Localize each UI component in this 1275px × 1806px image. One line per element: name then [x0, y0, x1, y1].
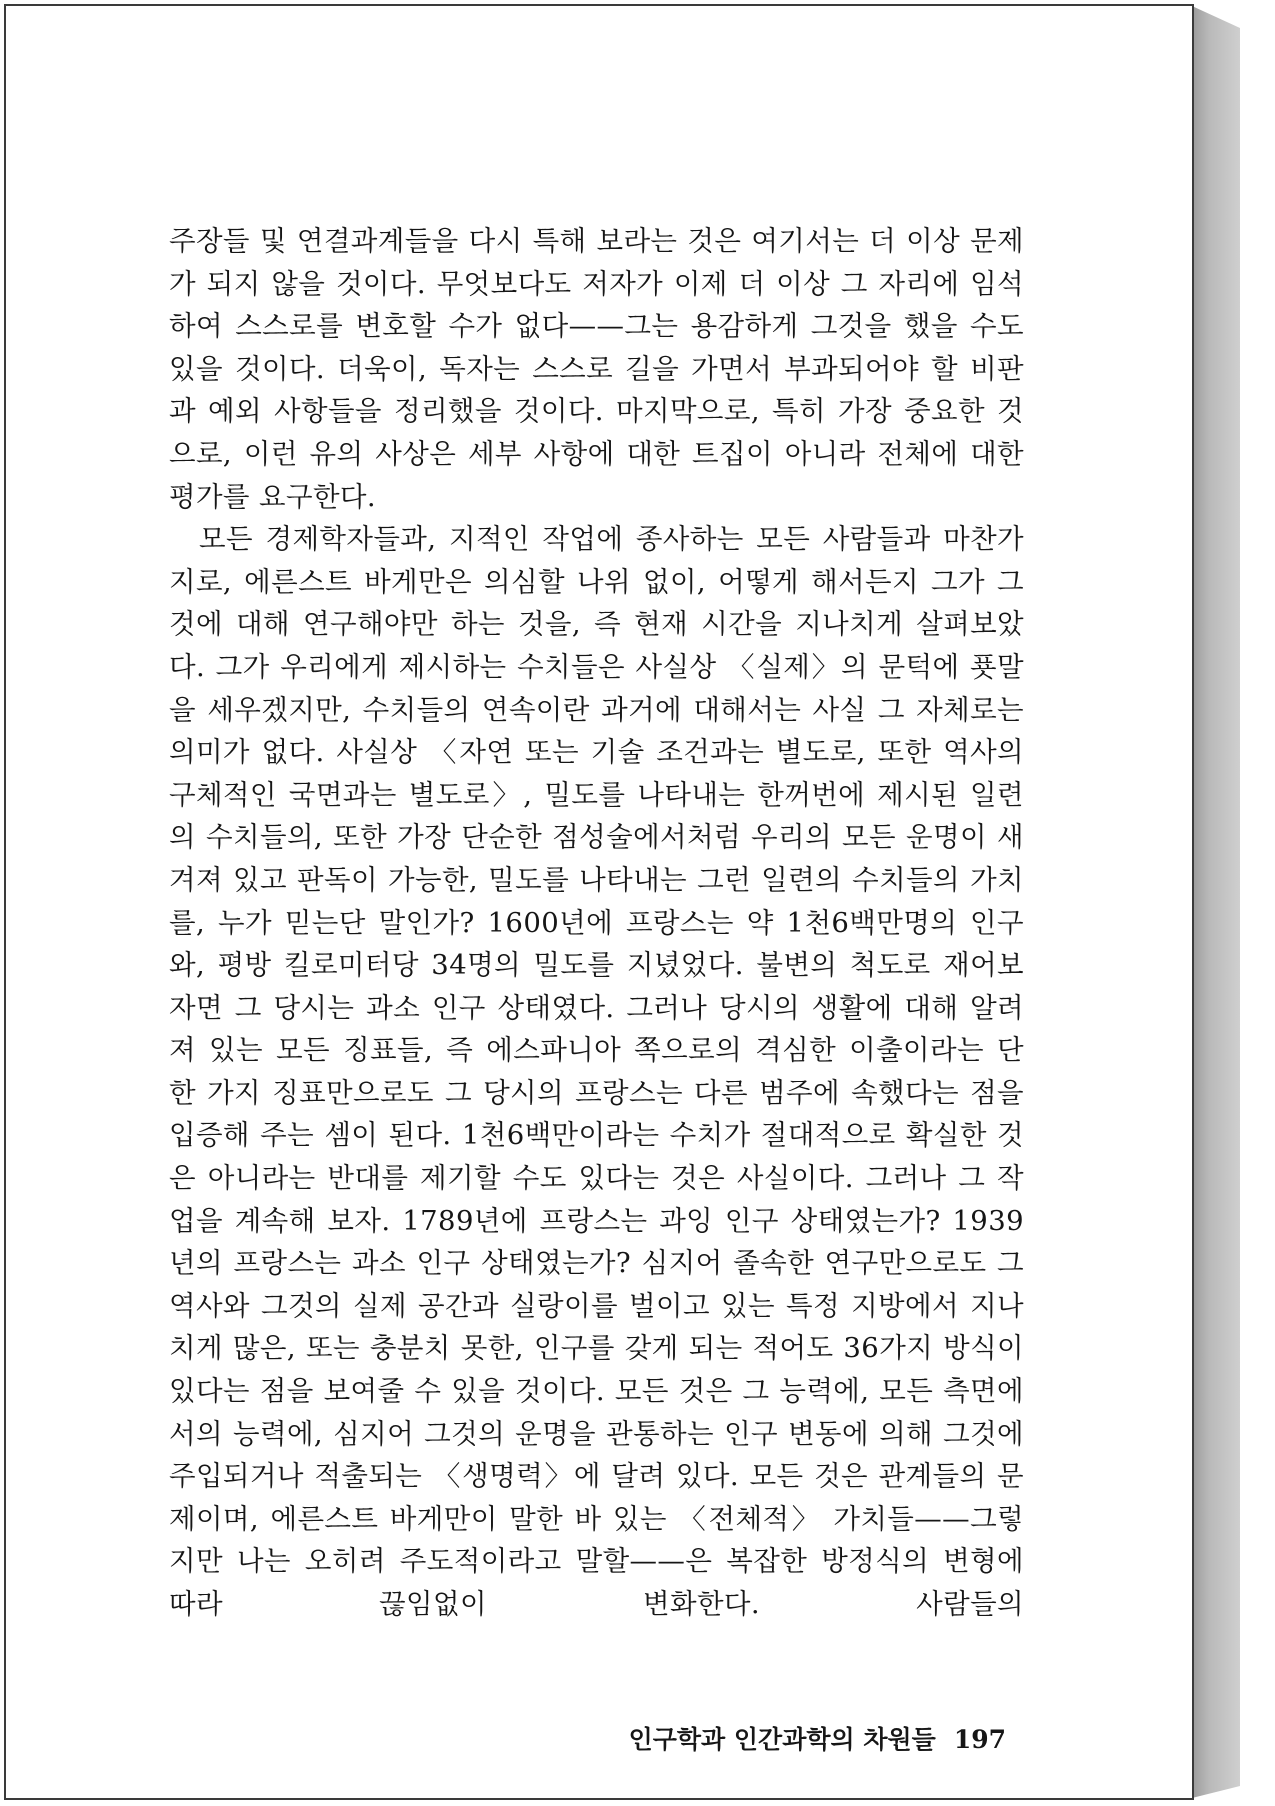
page-edge-shadow	[1192, 6, 1240, 1798]
body-text	[169, 220, 1024, 1626]
page-number: 197	[953, 1725, 1006, 1754]
paragraph-2: 모든 경제학자들과, 지적인 작업에 종사하는 모든 사람들과 마찬가지로, 에른스트 바게만은 의심할 나위 없이, 어떻게 해서든지 그가 그것에 대해 연구해야만 하는 것을, 즉 현재 시간을 지나치게 살펴보았다. 그가 우리에게 제시하는 수치들은 사실상 〈실제〉의 문턱에 푯말을 세우겠지만, 수치들의 연속이란 과거에 대해서는 사실 그 자체로는 의미가 없다. 사실상 〈자연 또는 기술 조건과는 별도로, 또한 역사의 구체적인 국면과는 별도로〉, 밀도를 나타내는 한꺼번에 제시된 일련의 수치들의, 또한 가장 단순한 점성술에서처럼 우리의 모든 운명이 새겨져 있고 판독이 가능한, 밀도를 나타내는 그런 일련의 수치들의 가치를, 누가 믿는단 말인가? 1600년에 프랑스는 약 1천6백만명의 인구와, 평방 킬로미터당 34명의 밀도를 지녔었다. 불변의 척도로 재어보자면 그 당시는 과소 인구 상태였다. 그러나 당시의 생활에 대해 알려져 있는 모든 징표들, 즉 에스파니아 쪽으로의 격심한 이출이라는 단 한 가지 징표만으로도 그 당시의 프랑스는 다른 범주에 속했다는 점을 입증해 주는 셈이 된다. 1천6백만이라는 수치가 절대적으로 확실한 것은 아니라는 반대를 제기할 수도 있다는 것은 사실이다. 그러나 그 작업을 계속해 보자. 1789년에 프랑스는 과잉 인구 상태였는가? 1939년의 프랑스는 과소 인구 상태였는가? 심지어 졸속한 연구만으로도 그 역사와 그것의 실제 공간과 실랑이를 벌이고 있는 특정 지방에서 지나치게 많은, 또는 충분치 못한, 인구를 갖게 되는 적어도 36가지 방식이 있다는 점을 보여줄 수 있을 것이다. 모든 것은 그 능력에, 모든 측면에서의 능력에, 심지어 그것의 운명을 관통하는 인구 변동에 의해 그것에 주입되거나 적출되는 〈생명력〉에 달려 있다. 모든 것은 관계들의 문제이며, 에른스트 바게만이 말한 바 있는 〈전체적〉 가치들——그렇지만 나는 오히려 주도적이라고 말할——은 복잡한 방정식의 변형에 따라 끊임없이 변화한다. 사람들의	[169, 523, 1024, 1620]
book-page	[4, 4, 1194, 1800]
paragraph-1: 주장들 및 연결과계들을 다시 특해 보라는 것은 여기서는 더 이상 문제가 되지 않을 것이다. 무엇보다도 저자가 이제 더 이상 그 자리에 임석하여 스스로를 변호할 수가 없다——그는 용감하게 그것을 했을 수도 있을 것이다. 더욱이, 독자는 스스로 길을 가면서 부과되어야 할 비판과 예외 사항들을 정리했을 것이다. 마지막으로, 특히 가장 중요한 것으로, 이런 유의 사상은 세부 사항에 대한 트집이 아니라 전체에 대한 평가를 요구한다.	[169, 225, 1024, 513]
page-footer	[6, 1720, 1006, 1756]
running-title: 인구학과 인간과학의 차원들	[628, 1725, 936, 1754]
